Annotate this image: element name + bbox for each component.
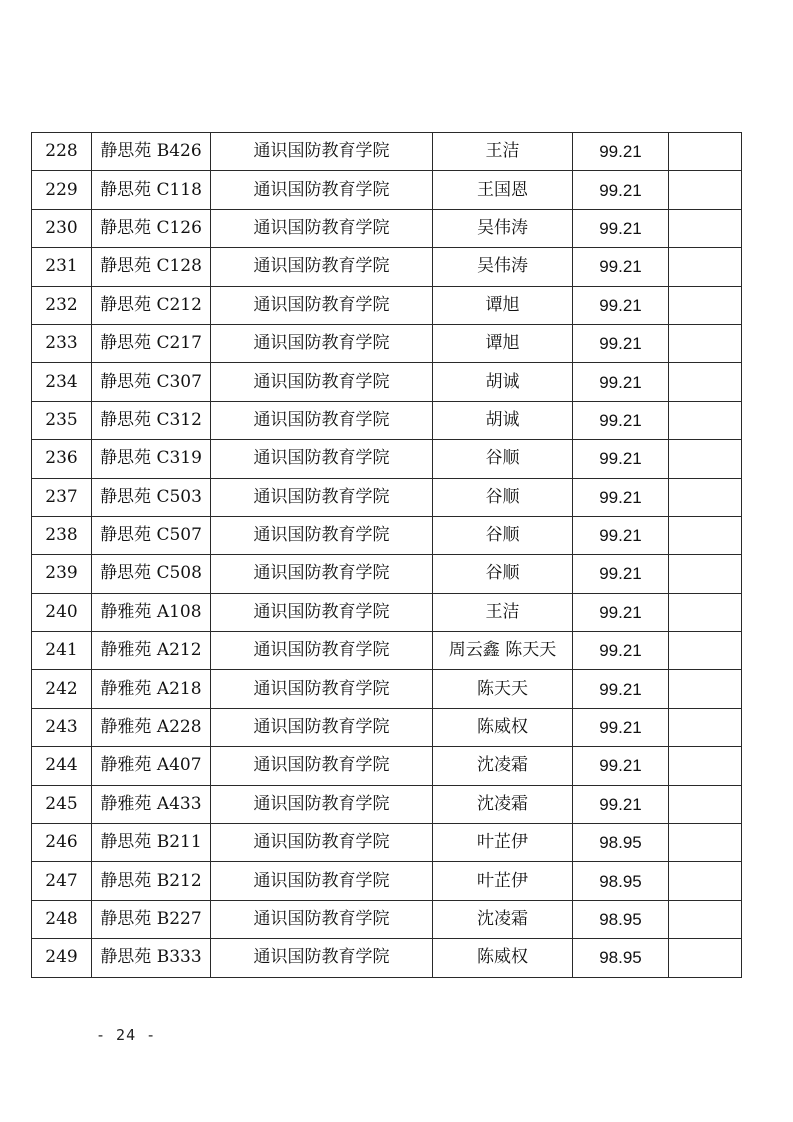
college-cell: 通识国防教育学院	[211, 363, 433, 401]
table-row	[32, 440, 742, 478]
note-cell	[669, 286, 742, 324]
note-cell	[669, 632, 742, 670]
score-cell: 99.21	[573, 171, 669, 209]
score-cell: 99.21	[573, 286, 669, 324]
table-row	[32, 286, 742, 324]
counselor-name-cell: 王国恩	[433, 171, 573, 209]
score-cell: 99.21	[573, 440, 669, 478]
note-cell	[669, 324, 742, 362]
note-cell	[669, 209, 742, 247]
dormitory-score-table	[31, 132, 742, 978]
note-cell	[669, 824, 742, 862]
counselor-name-cell: 谷顺	[433, 440, 573, 478]
table-row	[32, 516, 742, 554]
note-cell	[669, 747, 742, 785]
college-cell: 通识国防教育学院	[211, 133, 433, 171]
row-number-cell: 248	[32, 900, 92, 938]
score-cell: 99.21	[573, 324, 669, 362]
row-number-cell: 243	[32, 708, 92, 746]
row-number-cell: 242	[32, 670, 92, 708]
dorm-room-cell: 静雅苑 A218	[92, 670, 211, 708]
college-cell: 通识国防教育学院	[211, 862, 433, 900]
counselor-name-cell: 叶芷伊	[433, 824, 573, 862]
score-cell: 99.21	[573, 133, 669, 171]
score-cell: 99.21	[573, 708, 669, 746]
score-cell: 99.21	[573, 785, 669, 823]
counselor-name-cell: 周云鑫 陈天天	[433, 632, 573, 670]
counselor-name-cell: 叶芷伊	[433, 862, 573, 900]
dorm-room-cell: 静雅苑 A433	[92, 785, 211, 823]
counselor-name-cell: 谷顺	[433, 516, 573, 554]
dorm-room-cell: 静雅苑 A228	[92, 708, 211, 746]
college-cell: 通识国防教育学院	[211, 593, 433, 631]
college-cell: 通识国防教育学院	[211, 171, 433, 209]
row-number-cell: 244	[32, 747, 92, 785]
score-cell: 99.21	[573, 363, 669, 401]
counselor-name-cell: 谭旭	[433, 324, 573, 362]
counselor-name-cell: 吴伟涛	[433, 248, 573, 286]
score-cell: 99.21	[573, 401, 669, 439]
row-number-cell: 233	[32, 324, 92, 362]
note-cell	[669, 478, 742, 516]
counselor-name-cell: 谷顺	[433, 478, 573, 516]
note-cell	[669, 785, 742, 823]
row-number-cell: 240	[32, 593, 92, 631]
dorm-room-cell: 静思苑 B227	[92, 900, 211, 938]
counselor-name-cell: 胡诚	[433, 363, 573, 401]
table-row	[32, 939, 742, 977]
score-cell: 99.21	[573, 516, 669, 554]
score-cell: 98.95	[573, 862, 669, 900]
dorm-room-cell: 静思苑 C503	[92, 478, 211, 516]
table-row	[32, 824, 742, 862]
college-cell: 通识国防教育学院	[211, 324, 433, 362]
row-number-cell: 246	[32, 824, 92, 862]
note-cell	[669, 133, 742, 171]
college-cell: 通识国防教育学院	[211, 478, 433, 516]
note-cell	[669, 593, 742, 631]
dorm-room-cell: 静思苑 C212	[92, 286, 211, 324]
table-row	[32, 632, 742, 670]
table-row	[32, 555, 742, 593]
table-row	[32, 785, 742, 823]
counselor-name-cell: 沈凌霜	[433, 785, 573, 823]
counselor-name-cell: 陈威权	[433, 708, 573, 746]
table-row	[32, 171, 742, 209]
counselor-name-cell: 胡诚	[433, 401, 573, 439]
dorm-room-cell: 静思苑 C312	[92, 401, 211, 439]
dorm-room-cell: 静思苑 B212	[92, 862, 211, 900]
dormitory-score-table-wrapper	[31, 132, 742, 978]
table-row	[32, 324, 742, 362]
score-cell: 99.21	[573, 632, 669, 670]
dorm-room-cell: 静雅苑 A108	[92, 593, 211, 631]
table-row	[32, 670, 742, 708]
dorm-room-cell: 静思苑 C507	[92, 516, 211, 554]
note-cell	[669, 171, 742, 209]
counselor-name-cell: 吴伟涛	[433, 209, 573, 247]
note-cell	[669, 862, 742, 900]
note-cell	[669, 248, 742, 286]
score-cell: 99.21	[573, 555, 669, 593]
table-row	[32, 708, 742, 746]
college-cell: 通识国防教育学院	[211, 248, 433, 286]
row-number-cell: 235	[32, 401, 92, 439]
table-row	[32, 478, 742, 516]
score-cell: 99.21	[573, 209, 669, 247]
dorm-room-cell: 静思苑 C118	[92, 171, 211, 209]
dorm-room-cell: 静思苑 C126	[92, 209, 211, 247]
table-row	[32, 593, 742, 631]
row-number-cell: 237	[32, 478, 92, 516]
dorm-room-cell: 静思苑 C217	[92, 324, 211, 362]
counselor-name-cell: 谭旭	[433, 286, 573, 324]
score-cell: 99.21	[573, 670, 669, 708]
row-number-cell: 228	[32, 133, 92, 171]
table-row	[32, 209, 742, 247]
counselor-name-cell: 谷顺	[433, 555, 573, 593]
note-cell	[669, 363, 742, 401]
counselor-name-cell: 沈凌霜	[433, 747, 573, 785]
counselor-name-cell: 沈凌霜	[433, 900, 573, 938]
college-cell: 通识国防教育学院	[211, 440, 433, 478]
dorm-room-cell: 静思苑 C128	[92, 248, 211, 286]
row-number-cell: 236	[32, 440, 92, 478]
row-number-cell: 232	[32, 286, 92, 324]
row-number-cell: 234	[32, 363, 92, 401]
score-cell: 99.21	[573, 248, 669, 286]
dorm-room-cell: 静雅苑 A407	[92, 747, 211, 785]
note-cell	[669, 440, 742, 478]
table-row	[32, 862, 742, 900]
table-row	[32, 133, 742, 171]
dorm-room-cell: 静思苑 B333	[92, 939, 211, 977]
college-cell: 通识国防教育学院	[211, 747, 433, 785]
college-cell: 通识国防教育学院	[211, 785, 433, 823]
dorm-room-cell: 静思苑 C307	[92, 363, 211, 401]
row-number-cell: 230	[32, 209, 92, 247]
college-cell: 通识国防教育学院	[211, 401, 433, 439]
college-cell: 通识国防教育学院	[211, 632, 433, 670]
counselor-name-cell: 陈威权	[433, 939, 573, 977]
score-cell: 98.95	[573, 900, 669, 938]
score-cell: 99.21	[573, 593, 669, 631]
score-cell: 98.95	[573, 939, 669, 977]
table-row	[32, 248, 742, 286]
dorm-room-cell: 静思苑 B211	[92, 824, 211, 862]
row-number-cell: 239	[32, 555, 92, 593]
row-number-cell: 229	[32, 171, 92, 209]
dorm-room-cell: 静思苑 B426	[92, 133, 211, 171]
college-cell: 通识国防教育学院	[211, 708, 433, 746]
college-cell: 通识国防教育学院	[211, 209, 433, 247]
college-cell: 通识国防教育学院	[211, 670, 433, 708]
dorm-room-cell: 静思苑 C508	[92, 555, 211, 593]
note-cell	[669, 555, 742, 593]
college-cell: 通识国防教育学院	[211, 900, 433, 938]
table-row	[32, 900, 742, 938]
note-cell	[669, 670, 742, 708]
row-number-cell: 245	[32, 785, 92, 823]
row-number-cell: 238	[32, 516, 92, 554]
dorm-room-cell: 静雅苑 A212	[92, 632, 211, 670]
score-cell: 98.95	[573, 824, 669, 862]
counselor-name-cell: 陈天天	[433, 670, 573, 708]
row-number-cell: 247	[32, 862, 92, 900]
dorm-room-cell: 静思苑 C319	[92, 440, 211, 478]
note-cell	[669, 939, 742, 977]
score-cell: 99.21	[573, 747, 669, 785]
counselor-name-cell: 王洁	[433, 593, 573, 631]
college-cell: 通识国防教育学院	[211, 555, 433, 593]
page-number: - 24 -	[96, 1026, 157, 1044]
score-cell: 99.21	[573, 478, 669, 516]
college-cell: 通识国防教育学院	[211, 286, 433, 324]
table-row	[32, 747, 742, 785]
row-number-cell: 249	[32, 939, 92, 977]
table-row	[32, 401, 742, 439]
counselor-name-cell: 王洁	[433, 133, 573, 171]
college-cell: 通识国防教育学院	[211, 516, 433, 554]
table-body	[32, 133, 742, 978]
row-number-cell: 241	[32, 632, 92, 670]
table-row	[32, 363, 742, 401]
note-cell	[669, 516, 742, 554]
college-cell: 通识国防教育学院	[211, 824, 433, 862]
note-cell	[669, 900, 742, 938]
row-number-cell: 231	[32, 248, 92, 286]
note-cell	[669, 401, 742, 439]
note-cell	[669, 708, 742, 746]
college-cell: 通识国防教育学院	[211, 939, 433, 977]
